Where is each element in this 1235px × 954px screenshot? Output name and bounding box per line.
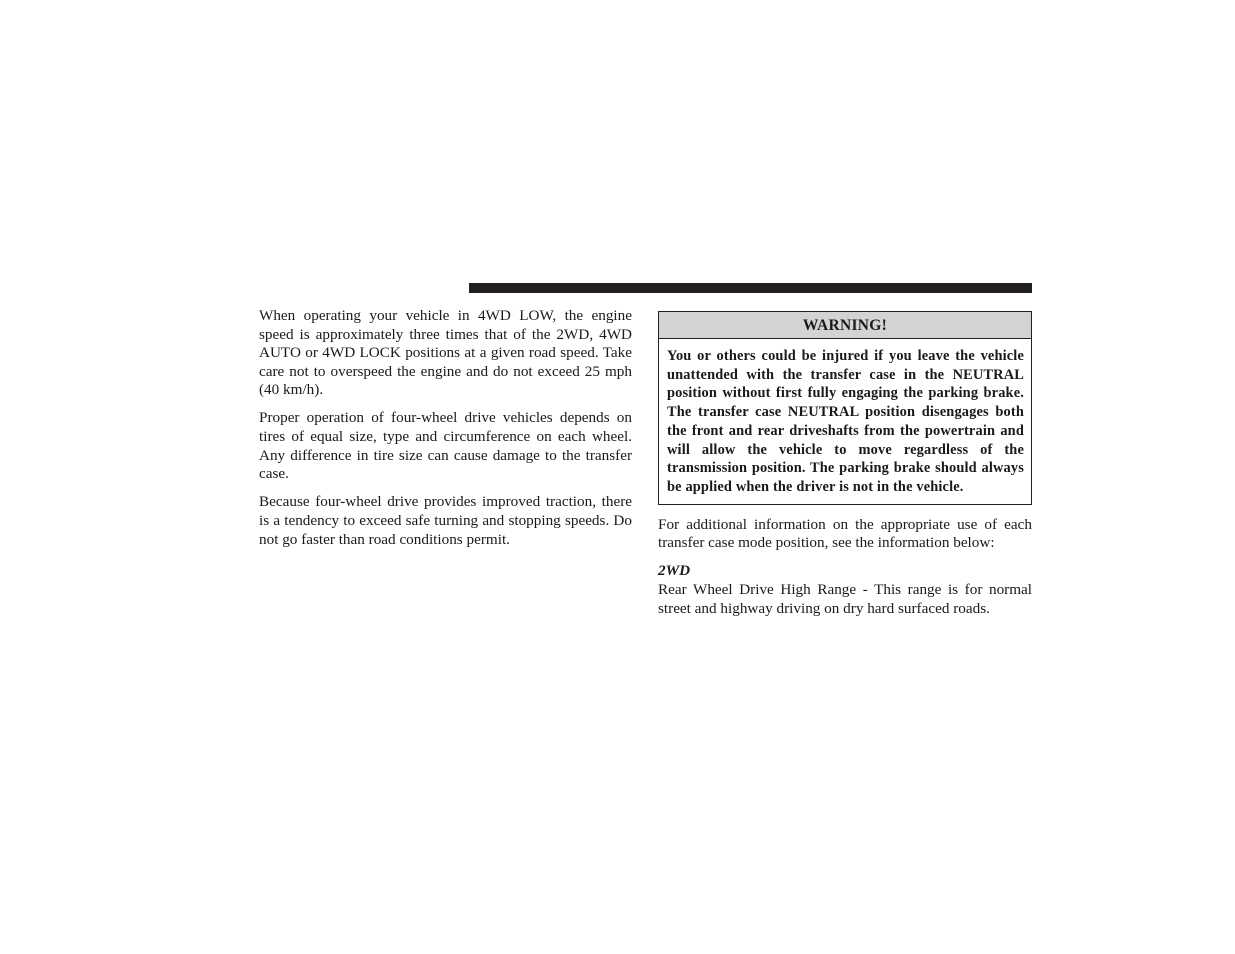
paragraph-additional-info: For additional information on the appropriate use of each transfer case mode position, see the information below: <box>658 515 1032 552</box>
mode-heading-2wd: 2WD <box>658 562 691 580</box>
paragraph-tire-size: Proper operation of four-wheel drive vehicles depends on tires of equal size, type and circumference on each wheel. Any difference in tire size can cause damage to the transfer case. <box>259 409 632 483</box>
warning-text: You or others could be injured if you leave the vehicle unattended with the transfer case in the NEUTRAL position without first fully engaging the parking brake. The transfer case NEUTRAL position disengages both the front and rear driveshafts from the powertrain and will allow the vehicle to move regardless of the transmission position. The parking brake should always be applied when the driver is not in the vehicle. <box>667 348 1024 495</box>
paragraph-4wd-low-engine-speed: When operating your vehicle in 4WD LOW, the engine speed is approximately three times that of the 2WD, 4WD AUTO or 4WD LOCK positions at a given road speed. Take care not to overspeed the engine and do not exceed 25 mph (40 km/h). <box>259 307 632 399</box>
paragraph-2wd-description: Rear Wheel Drive High Range - This range is for normal street and highway driving on dry hard surfaced roads. <box>658 580 1032 617</box>
warning-title: WARNING! <box>659 312 1031 339</box>
right-column <box>658 311 1032 628</box>
warning-box <box>658 311 1032 505</box>
left-column <box>259 307 632 559</box>
paragraph-traction-speed: Because four-wheel drive provides improved traction, there is a tendency to exceed safe turning and stopping speeds. Do not go faster than road conditions permit. <box>259 493 632 548</box>
section-header-rule <box>469 283 1032 293</box>
